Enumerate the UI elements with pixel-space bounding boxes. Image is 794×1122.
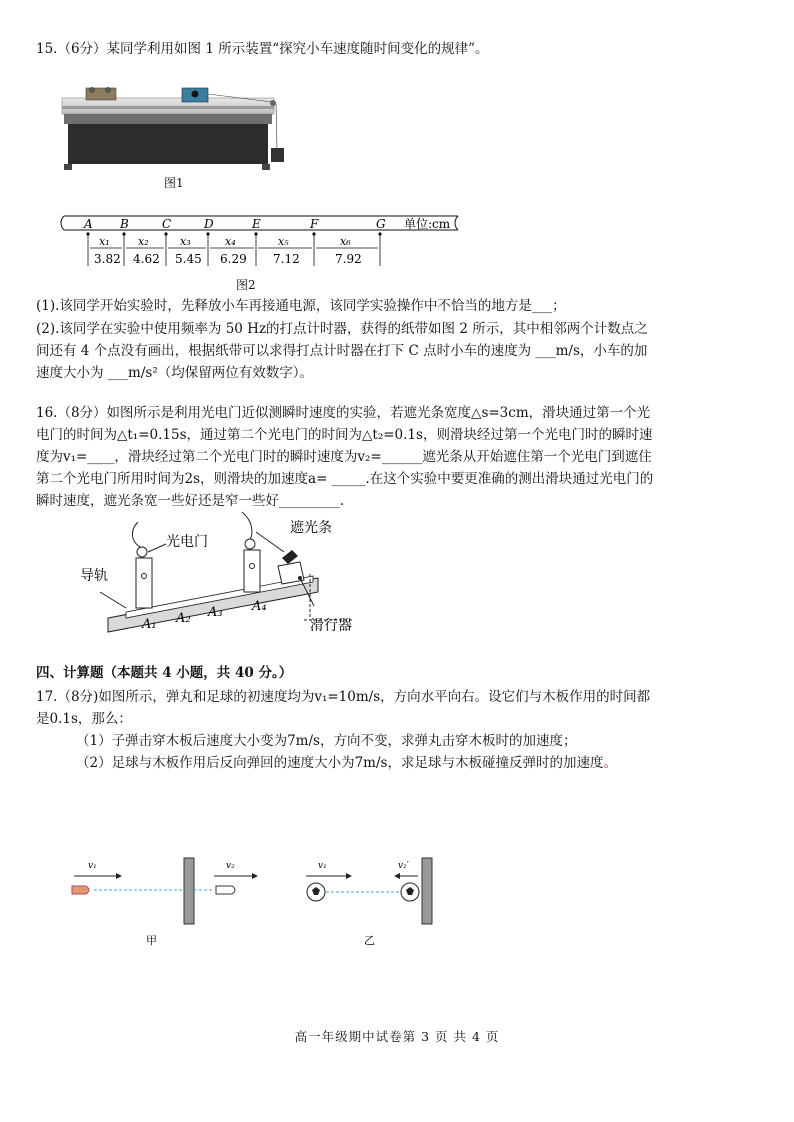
v2-label: v₂	[226, 861, 235, 871]
a3-label: A₃	[208, 605, 223, 620]
q15-part1: (1).该同学开始实验时，先释放小车再接通电源，该同学实验操作中不恰当的地方是___；	[36, 298, 566, 314]
q16-line3: 度为v₁=____，滑块经过第二个光电门时的瞬时速度为v₂=______遮光条从开始遮住第一个光电门到遮住	[36, 449, 652, 465]
tape-seg-value: 7.92	[335, 252, 362, 266]
q15-part2-line1: (2).该同学在实验中使用频率为 50 Hz的打点计时器，获得的纸带如图 2 所示，其中相邻两个计数点之	[36, 321, 648, 337]
tape-point-c: C	[162, 217, 172, 231]
q15-ticker-tape	[58, 208, 464, 270]
slider-label: 滑行器	[310, 618, 352, 634]
q16-line4: 第二个光电门所用时间为2s，则滑块的加速度a= _____.在这个实验中要更准确的测出滑块通过光电门的	[36, 471, 654, 487]
tape-seg-label: x₁	[99, 235, 110, 248]
q16-line1: 16.（8分）如图所示是利用光电门近似测瞬时速度的实验，若遮光条宽度△s=3cm，滑块通过第一个光	[36, 405, 651, 421]
section4-title: 四、计算题（本题共 4 小题，共 40 分。）	[36, 665, 293, 681]
tape-point-d: D	[204, 217, 214, 231]
q15-part2-line3: 速度大小为 ___m/s²（均保留两位有效数字）。	[36, 365, 313, 381]
q17-figure	[64, 852, 454, 952]
tape-seg-value: 6.29	[220, 252, 247, 266]
tape-seg-value: 5.45	[175, 252, 202, 266]
board-left	[184, 858, 194, 924]
gate-label: 光电门	[166, 534, 208, 550]
q16-line2: 电门的时间为△t₁=0.15s，通过第二个光电门的时间为△t₂=0.1s，则滑块经过第一个光电门时的瞬时速	[36, 427, 653, 443]
q17-part1: （1）子弹击穿木板后速度大小变为7m/s，方向不变，求弹丸击穿木板时的加速度；	[76, 733, 577, 749]
q17-line1: 17.（8分)如图所示，弹丸和足球的初速度均为v₁=10m/s，方向水平向右。设它们与木板作用的时间都	[36, 689, 651, 705]
tape-point-e: E	[252, 217, 261, 231]
q15-fig2-caption: 图2	[236, 278, 256, 292]
q15-figure1	[58, 80, 290, 172]
tape-segments	[90, 235, 378, 266]
a2-label: A₂	[176, 611, 191, 626]
tape-seg-label: x₂	[138, 235, 149, 248]
v1-left-label: v₁	[88, 861, 97, 871]
a4-label: A₄	[252, 599, 267, 614]
page-footer: 高一年级期中试卷第 3 页 共 4 页	[294, 1029, 500, 1044]
shade-label: 遮光条	[290, 520, 332, 536]
q17-part2: （2）足球与木板作用后反向弹回的速度大小为7m/s，求足球与木板碰撞反弹时的加速度。	[76, 755, 617, 771]
a1-label: A₁	[142, 617, 157, 632]
tape-point-a: A	[84, 217, 93, 231]
tape-seg-label: x₄	[225, 235, 236, 248]
board-right	[422, 858, 432, 924]
tape-seg-label: x₃	[180, 235, 191, 248]
track-label: 导轨	[80, 568, 108, 584]
q17-line2: 是0.1s，那么：	[36, 711, 132, 727]
bullet-before	[72, 886, 89, 894]
left-caption: 甲	[146, 934, 157, 947]
v2prime-label: v₂′	[398, 861, 409, 871]
right-caption: 乙	[364, 934, 375, 947]
q15-part2-line2: 间还有 4 个点没有画出，根据纸带可以求得打点计时器在打下 C 点时小车的速度为 ___m/s，小车的加	[36, 343, 648, 359]
tape-seg-value: 4.62	[133, 252, 160, 266]
tape-point-g: G	[376, 217, 386, 231]
tape-point-b: B	[120, 217, 129, 231]
q15-stem: 15.（6分）某同学利用如图 1 所示装置“探究小车速度随时间变化的规律”。	[36, 41, 489, 57]
q16-line5: 瞬时速度，遮光条宽一些好还是窄一些好_________.	[36, 493, 345, 509]
q15-fig1-caption: 图1	[164, 176, 184, 190]
bullet-after	[216, 886, 235, 894]
tape-unit: 单位:cm	[404, 217, 451, 231]
tape-point-f: F	[310, 217, 319, 231]
v1-right-label: v₁	[318, 861, 327, 871]
q16-photogate-figure	[78, 510, 378, 642]
tape-seg-label: x₅	[278, 235, 289, 248]
tape-seg-label: x₆	[340, 235, 351, 248]
tape-seg-value: 3.82	[94, 252, 121, 266]
tape-seg-value: 7.12	[273, 252, 300, 266]
